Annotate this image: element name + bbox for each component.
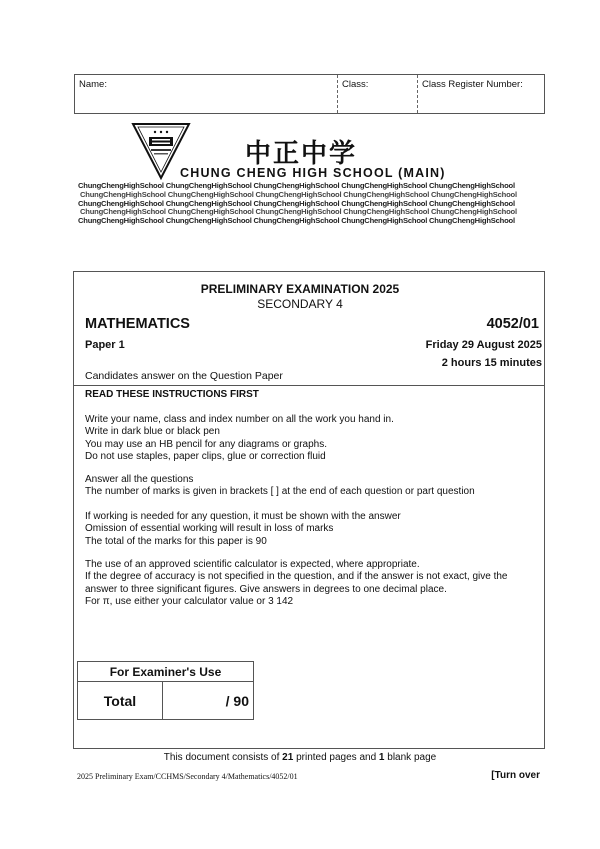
turn-over-note: [Turn over xyxy=(491,770,540,781)
page-count-suffix: blank page xyxy=(384,752,437,763)
instruction-line: The use of an approved scientific calculator is expected, where appropriate. xyxy=(85,559,420,570)
paper-code: 4052/01 xyxy=(486,316,539,332)
register-label: Class Register Number: xyxy=(422,79,523,90)
instruction-line: For π, use either your calculator value or 3 142 xyxy=(85,596,294,608)
school-chinese-name: 中正中学 xyxy=(245,139,358,169)
instructions-heading: READ THESE INSTRUCTIONS FIRST xyxy=(85,389,259,400)
instruction-line: Omission of essential working will result in loss of marks xyxy=(85,523,334,535)
name-field[interactable] xyxy=(75,75,337,113)
instructions-calculator xyxy=(85,559,535,609)
school-english-name: CHUNG CHENG HIGH SCHOOL (MAIN) xyxy=(180,166,446,180)
paper-number: Paper 1 xyxy=(85,339,125,351)
candidates-note: Candidates answer on the Question Paper xyxy=(85,370,283,382)
pattern-line: ChungChengHighSchool ChungChengHighSchool ChungChengHighSchool ChungChengHighSchool ChungChengHighSchool xyxy=(78,198,515,208)
footer-document-ref: 2025 Preliminary Exam/CCHMS/Secondary 4/Mathematics/4052/01 xyxy=(77,772,298,781)
page-count-prefix: This document consists of xyxy=(163,752,283,763)
page-count-note xyxy=(0,752,600,763)
class-label: Class: xyxy=(342,79,369,90)
instruction-line: If working is needed for any question, it must be shown with the answer xyxy=(85,511,401,522)
examiner-use-heading: For Examiner's Use xyxy=(78,662,253,682)
student-info-box xyxy=(74,74,545,114)
class-field[interactable] xyxy=(337,75,417,113)
register-number-field[interactable] xyxy=(417,75,546,113)
exam-duration: 2 hours 15 minutes xyxy=(441,357,542,369)
exam-date: Friday 29 August 2025 xyxy=(425,339,542,351)
instructions-general xyxy=(85,414,535,464)
instruction-line: answer to three significant figures. Give answers in degrees to one decimal place. xyxy=(85,583,447,595)
instruction-line: Answer all the questions xyxy=(85,474,194,485)
pattern-line: ChungChengHighSchool ChungChengHighSchool ChungChengHighSchool ChungChengHighSchool ChungChengHighSchool xyxy=(80,189,517,199)
exam-title: PRELIMINARY EXAMINATION 2025 xyxy=(200,282,400,296)
pattern-line: ChungChengHighSchool ChungChengHighSchool ChungChengHighSchool ChungChengHighSchool ChungChengHighSchool xyxy=(80,207,517,217)
instruction-line: Write your name, class and index number on all the work you hand in. xyxy=(85,414,394,425)
instructions-answering xyxy=(85,474,535,499)
total-marks-field[interactable]: / 90 xyxy=(225,693,249,709)
subject-name: MATHEMATICS xyxy=(85,316,190,332)
instruction-line: The number of marks is given in brackets [ ] at the end of each question or part question xyxy=(85,486,475,498)
school-name-pattern xyxy=(78,182,538,226)
instruction-line: The total of the marks for this paper is 90 xyxy=(85,535,267,547)
total-label: Total xyxy=(78,682,163,720)
blank-pages-count: 1 xyxy=(378,752,385,763)
examiner-use-table xyxy=(77,661,254,720)
instructions-divider xyxy=(73,385,545,386)
exam-level: SECONDARY 4 xyxy=(257,297,343,311)
pattern-line: ChungChengHighSchool ChungChengHighSchool ChungChengHighSchool ChungChengHighSchool ChungChengHighSchool xyxy=(78,216,515,226)
name-label: Name: xyxy=(79,79,107,90)
instruction-line: If the degree of accuracy is not specified in the question, and if the answer is not exact, give the xyxy=(85,571,508,583)
printed-pages-count: 21 xyxy=(282,752,294,763)
pattern-line: ChungChengHighSchool ChungChengHighSchool ChungChengHighSchool ChungChengHighSchool ChungChengHighSchool xyxy=(78,182,515,190)
instruction-line: Write in dark blue or black pen xyxy=(85,426,220,438)
page-count-middle: printed pages and xyxy=(293,752,379,763)
instructions-working xyxy=(85,511,535,548)
instruction-line: Do not use staples, paper clips, glue or correction fluid xyxy=(85,451,326,463)
instruction-line: You may use an HB pencil for any diagrams or graphs. xyxy=(85,438,327,450)
